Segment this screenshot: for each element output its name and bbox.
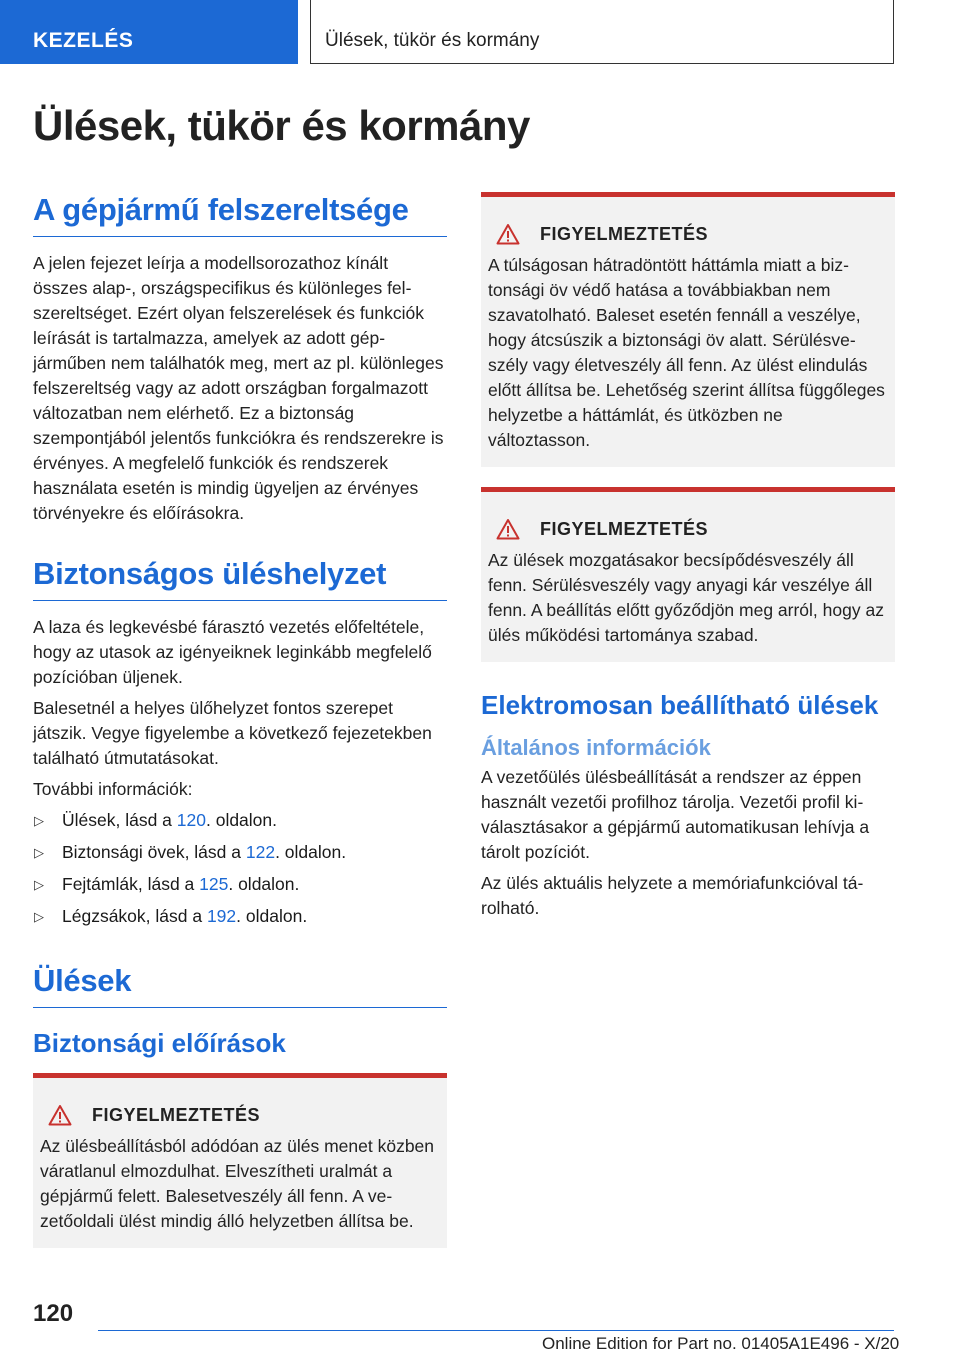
safe-seating-heading: Biztonságos üléshelyzet xyxy=(33,556,447,601)
more-info-label: További információk: xyxy=(33,779,193,799)
page-link[interactable]: 192 xyxy=(206,906,237,926)
warning-box-pinch xyxy=(481,487,895,662)
safe-seating-p2: Balesetnél a helyes ülőhelyzet fontos szerepet játszik. Vegye figyelembe a következő fejezetekben található útmutatásokat. xyxy=(33,698,432,768)
ref-item-airbags: ▷ Légzsákok, lásd a 192. oldalon. xyxy=(33,904,447,929)
warning-box xyxy=(33,1073,447,1248)
ref-item-seats: ▷ Ülések, lásd a 120. oldalon. xyxy=(33,808,447,833)
warning-text: Az ülésbeállításból adódóan az ülés menet közben váratlanul elmozdulhat. Elveszítheti uralmát a gépjármű felett. Balesetveszély áll fenn. A vezetőoldali ülést mindig álló helyzetben állítsa be. xyxy=(40,1136,435,1231)
triangle-bullet-icon: ▷ xyxy=(34,877,44,892)
triangle-bullet-icon: ▷ xyxy=(34,909,44,924)
section-tab: KEZELÉS xyxy=(0,0,298,64)
page-link[interactable]: 125 xyxy=(199,874,229,894)
warning-title: FIGYELMEZTETÉS xyxy=(92,1104,261,1125)
warning-triangle-icon xyxy=(496,518,520,540)
page-link[interactable]: 120 xyxy=(176,810,206,830)
triangle-bullet-icon: ▷ xyxy=(34,845,44,860)
general-info-heading: Általános információk xyxy=(481,735,711,760)
seats-heading: Ülések xyxy=(33,963,447,1008)
warning-box-backrest xyxy=(481,192,895,467)
page-title: Ülések, tükör és kormány xyxy=(33,102,530,149)
electric-p2: Az ülés aktuális helyzete a memóriafunkcióval tárolható. xyxy=(481,873,864,918)
warning-title: FIGYELMEZTETÉS xyxy=(540,223,709,244)
electric-p1: A vezetőülés ülésbeállítását a rendszer az éppen használt vezetői profilhoz tárolja. Vezetői profil kiválasztásakor a gépjármű automatikusan lehívja a tárolt pozíciót. xyxy=(481,767,870,862)
footer-divider xyxy=(98,1330,894,1331)
equipment-heading: A gépjármű felszereltsége xyxy=(33,192,447,237)
warning-text: A túlságosan hátradöntött háttámla miatt a biztonsági öv védő hatása a továbbiakban nem szavatolható. Baleset esetén fennáll a veszélye, hogy átcsúszik a biztonsági öv alatt. Sérülésveszély vagy életveszély áll fenn. Az ülést elindulás előtt állítsa be. Lehetőség szerint állítsa függőleges helyzetbe a háttámlát, és ütközben ne változtasson. xyxy=(488,255,885,450)
warning-text: Az ülések mozgatásakor becsípődésveszély áll fenn. Sérülésveszély vagy anyagi kár veszélye áll fenn. A beállítás előtt győződjön meg arról, hogy az ülés működési tartománya szabad. xyxy=(488,550,884,645)
ref-item-headrests: ▷ Fejtámlák, lásd a 125. oldalon. xyxy=(33,872,447,897)
right-column xyxy=(481,192,895,927)
ref-item-seatbelts: ▷ Biztonsági övek, lásd a 122. oldalon. xyxy=(33,840,447,865)
warning-title: FIGYELMEZTETÉS xyxy=(540,518,709,539)
warning-triangle-icon xyxy=(48,1104,72,1126)
safe-seating-p1: A laza és legkevésbé fárasztó vezetés előfeltétele, hogy az utasok az igényeiknek leginkább megfelelő pozícióban üljenek. xyxy=(33,617,432,687)
electric-seats-heading: Elektromosan beállítható ülések xyxy=(481,690,879,720)
edition-note: Online Edition for Part no. 01405A1E496 - X/20 xyxy=(542,1334,900,1353)
chapter-title: Ülések, tükör és kormány xyxy=(310,0,894,64)
reference-list xyxy=(33,808,447,929)
page-link[interactable]: 122 xyxy=(245,842,276,862)
equipment-text: A jelen fejezet leírja a modellsorozathoz kínált összes alap-, országspecifikus és különleges felszereltséget. Ezért olyan felszerelések és funkciók leírását is tartalmazza, amelyek az adott gépjárműben nem találhatók meg, mert az pl. különleges felszereltség vagy az adott országban forgalmazott változatban nem elérhető. Ez a biztonság szempontjából jelentős funkciókra és rendszerekre is érvényes. A megfelelő funkciók és rendszerek használata esetén is mindig ügyeljen az érvényes törvényekre és előírásokra. xyxy=(33,253,444,523)
left-column xyxy=(33,192,447,1268)
triangle-bullet-icon: ▷ xyxy=(34,813,44,828)
page-number: 120 xyxy=(33,1300,74,1327)
warning-triangle-icon xyxy=(496,223,520,245)
safety-rules-heading: Biztonsági előírások xyxy=(33,1028,286,1058)
